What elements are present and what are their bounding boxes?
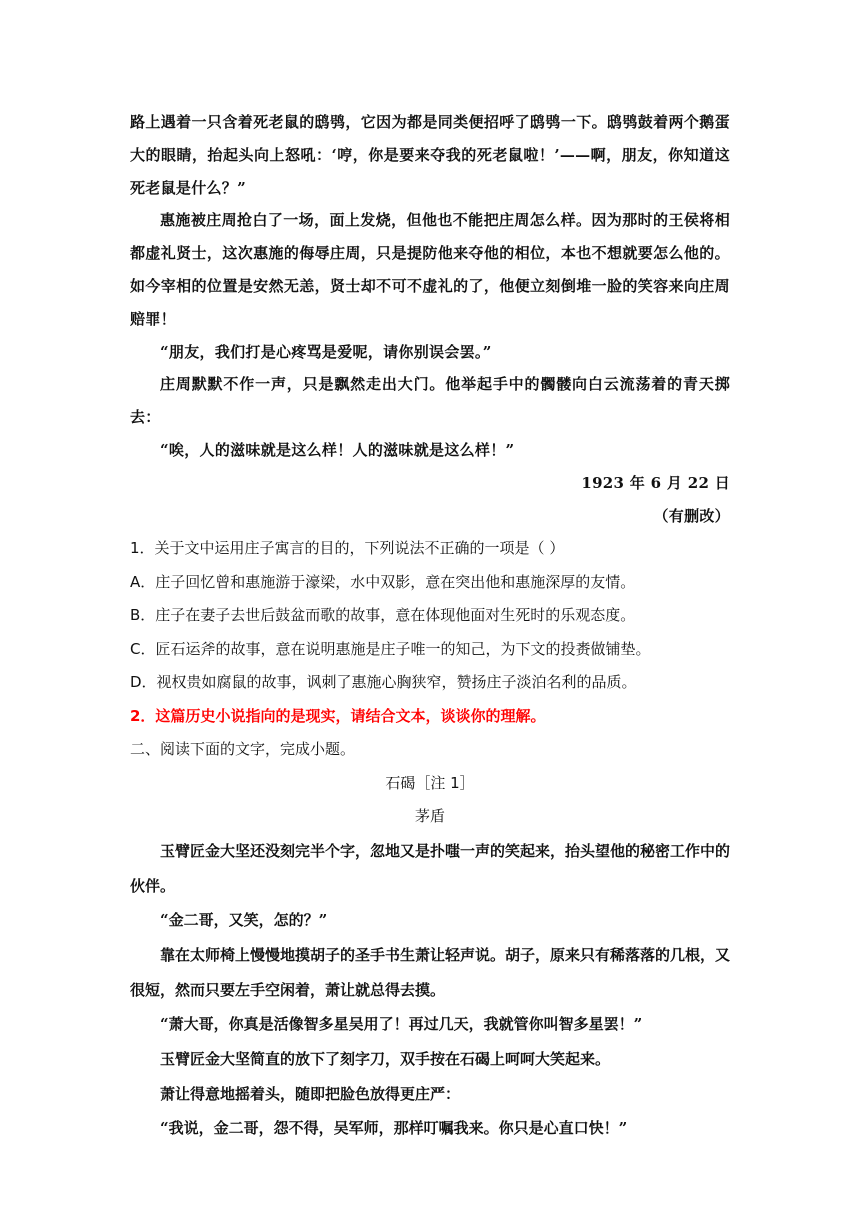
passage-paragraph: 路上遇着一只含着死老鼠的鸱鸮，它因为都是同类便招呼了鸱鸮一下。鸱鸮鼓着两个鹅蛋大的眼睛，抬起头向上怒吼：‘哼，你是要来夺我的死老鼠啦！’——啊，朋友，你知道这死老鼠是什么？”	[130, 113, 730, 197]
date-line: 1923 年 6 月 22 日	[581, 473, 730, 492]
question-1-option-b: B．庄子在妻子去世后鼓盆而歌的故事，意在体现他面对生死时的乐观态度。	[130, 606, 636, 625]
story-title: 石碣［注 1］	[385, 773, 475, 792]
story-paragraph: “金二哥，又笑，怎的？”	[160, 911, 328, 930]
question-1-option-a: A．庄子回忆曾和惠施游于濠梁，水中双影，意在突出他和惠施深厚的友情。	[130, 572, 636, 591]
edited-note: （有删改）	[653, 506, 730, 525]
question-1-option-c: C．匠石运斧的故事，意在说明惠施是庄子唯一的知己，为下文的投赉做铺垫。	[130, 639, 651, 658]
question-1-stem: 1．关于文中运用庄子寓言的目的，下列说法不正确的一项是（ ）	[130, 539, 565, 558]
story-author: 茅盾	[414, 807, 445, 826]
story-paragraph: 萧让得意地摇着头，随即把脸色放得更庄严：	[160, 1084, 461, 1103]
passage-paragraph: “唉，人的滋味就是这么样！人的滋味就是这么样！”	[160, 440, 515, 459]
document-body	[130, 106, 730, 1146]
story-paragraph: 靠在太师椅上慢慢地摸胡子的圣手书生萧让轻声说。胡子，原来只有稀落落的几根，又很短，然而只要左手空闲着，萧让就总得去摸。	[130, 945, 731, 999]
passage-paragraph: 庄周默默不作一声，只是飘然走出大门。他举起手中的髑髅向白云流荡着的青天掷去：	[130, 375, 730, 427]
passage-paragraph: 惠施被庄周抢白了一场，面上发烧，但他也不能把庄周怎么样。因为那时的王侯将相都虚礼贤士，这次惠施的侮辱庄周，只是提防他来夺他的相位，本也不想就要怎么他的。如今宰相的位置是安然无恙，贤士却不可不虚礼的了，他便立刻倒堆一脸的笑容来向庄周赔罪！	[130, 211, 730, 328]
passage-paragraph: “朋友，我们打是心疼骂是爱呢，请你别误会罢。”	[160, 342, 492, 361]
story-paragraph: 玉臂匠金大坚简直的放下了刻字刀，双手按在石碣上呵呵大笑起来。	[160, 1050, 611, 1069]
story-paragraph: 玉臂匠金大坚还没刻完半个字，忽地又是扑嗤一声的笑起来，抬头望他的秘密工作中的伙伴。	[130, 841, 731, 895]
section-2-heading: 二、阅读下面的文字，完成小题。	[130, 740, 356, 759]
story-paragraph: “我说，金二哥，怨不得，吴军师，那样叮嘱我来。你只是心直口快！”	[160, 1119, 628, 1138]
question-1-option-d: D．视权贵如腐鼠的故事，讽刺了惠施心胸狭窄，赞扬庄子淡泊名利的品质。	[130, 673, 637, 692]
question-2: 2．这篇历史小说指向的是现实，请结合文本，谈谈你的理解。	[130, 706, 546, 725]
story-paragraph: “萧大哥，你真是活像智多星吴用了！再过几天，我就管你叫智多星罢！”	[160, 1015, 643, 1034]
